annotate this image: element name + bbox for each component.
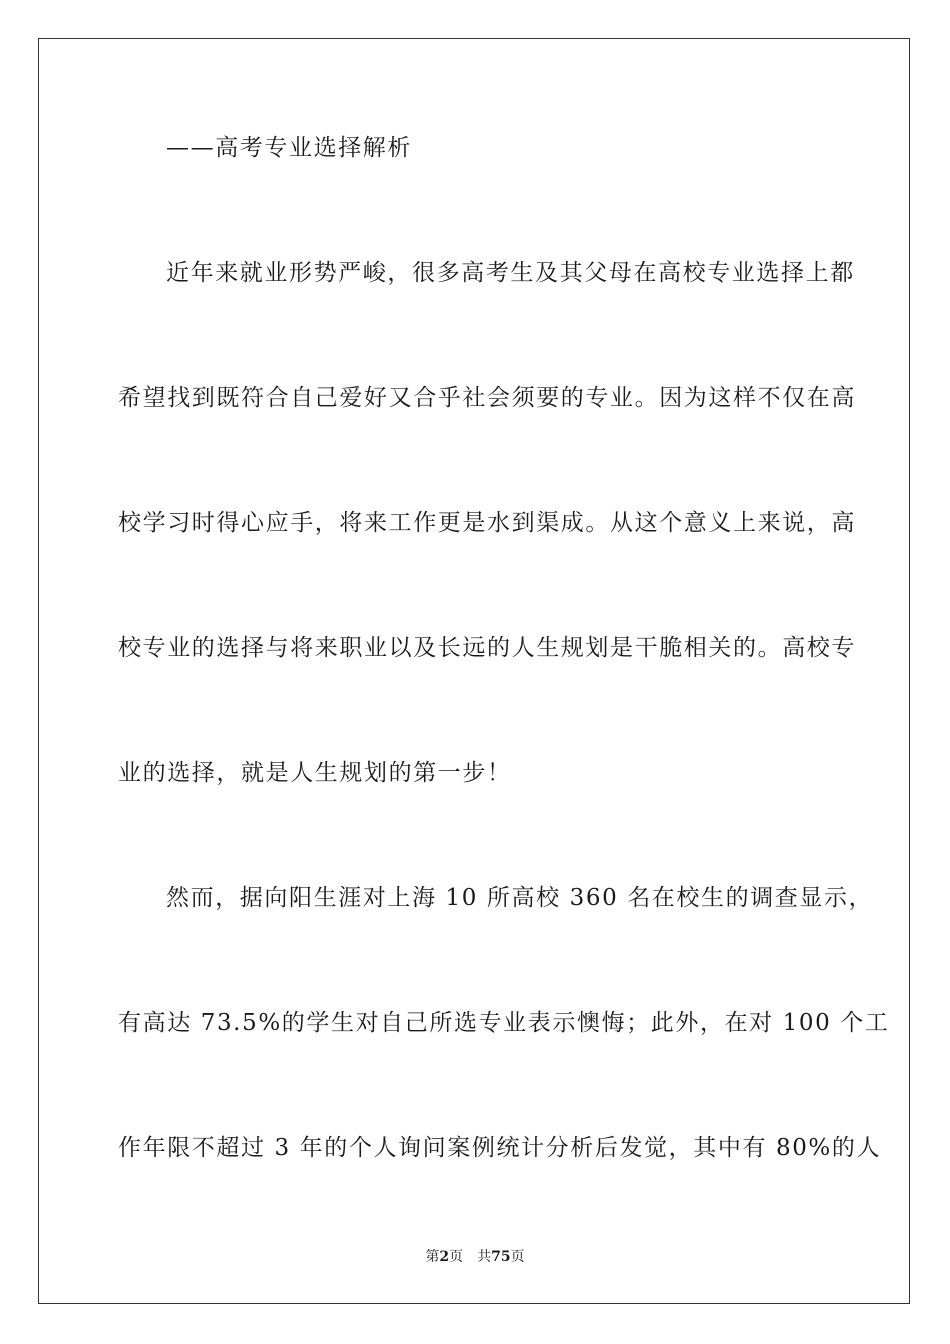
paragraph-1-line-5: 业的选择，就是人生规划的第一步！ <box>118 760 512 786</box>
footer-total-prefix: 共 <box>477 1249 492 1265</box>
page-border <box>38 38 910 1304</box>
page-footer <box>0 1248 950 1266</box>
paragraph-1-line-4: 校专业的选择与将来职业以及长远的人生规划是干脆相关的。高校专 <box>118 635 856 661</box>
footer-total-suffix: 页 <box>510 1249 525 1265</box>
paragraph-2-line-1: 然而，据向阳生涯对上海 10 所高校 360 名在校生的调查显示， <box>166 885 874 911</box>
paragraph-1-line-2: 希望找到既符合自己爱好又合乎社会须要的专业。因为这样不仅在高 <box>118 385 856 411</box>
paragraph-1-line-1: 近年来就业形势严峻，很多高考生及其父母在高校专业选择上都 <box>166 260 855 286</box>
footer-total-pages: 75 <box>491 1249 511 1265</box>
footer-page-suffix: 页 <box>449 1249 464 1265</box>
paragraph-2-line-2: 有高达 73.5%的学生对自己所选专业表示懊悔；此外，在对 100 个工 <box>118 1010 890 1036</box>
paragraph-2-line-3: 作年限不超过 3 年的个人询问案例统计分析后发觉，其中有 80%的人 <box>118 1135 882 1161</box>
document-subtitle: ——高考专业选择解析 <box>166 135 412 161</box>
paragraph-1-line-3: 校学习时得心应手，将来工作更是水到渠成。从这个意义上来说，高 <box>118 510 856 536</box>
footer-page-number: 2 <box>439 1249 450 1265</box>
footer-page-prefix: 第 <box>425 1249 440 1265</box>
